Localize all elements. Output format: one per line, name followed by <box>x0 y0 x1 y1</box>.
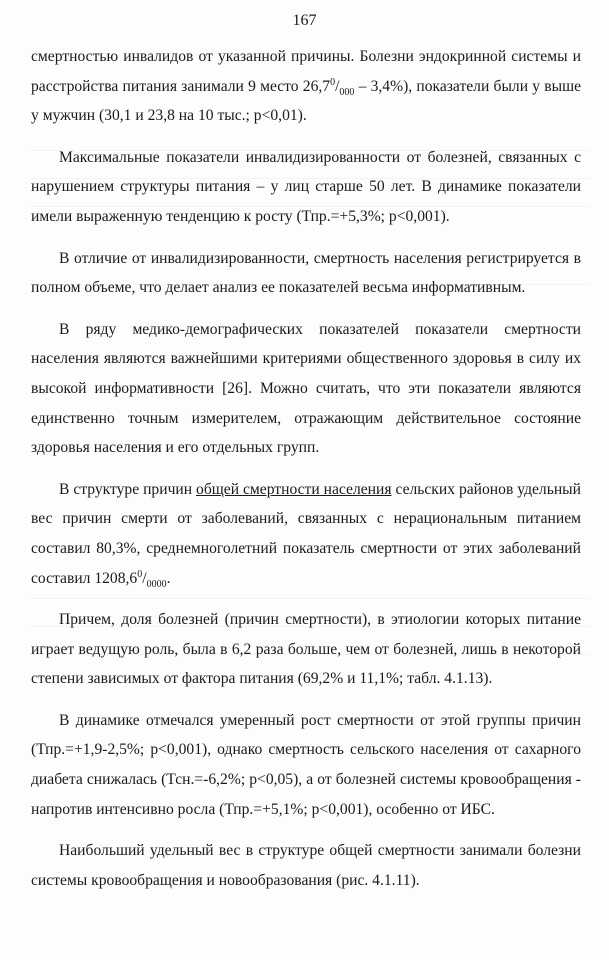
sup-text: 0 <box>330 76 336 88</box>
paragraph <box>31 836 581 895</box>
text-run: Максимальные показатели инвалидизированности от болезней, связанных с нарушением структуры питания – у лиц старше 50 лет. В динамике показатели имели выраженную тенденцию к росту (Тпр.=+5,3%; р<0,001). <box>31 148 581 225</box>
text-run: / <box>335 77 340 95</box>
text-run: – 3,4%), показатели были у выше у мужчин (30,1 и 23,8 на 10 тыс.; р<0,01). <box>31 77 581 125</box>
text-run: Причем, доля болезней (причин смертности), в этиологии которых питание играет ведущую роль, была в 6,2 раза больше, чем от болезней, лишь в некоторой степени зависимых от фактора питания (69,2% и 11,1%; табл. 4.1.13). <box>31 611 581 688</box>
paragraph <box>31 244 581 303</box>
paragraph <box>31 706 581 824</box>
page-number: 167 <box>292 12 317 29</box>
text-run: В структуре причин <box>59 480 197 498</box>
paragraph <box>31 475 581 593</box>
sub-text: 0000 <box>146 578 167 590</box>
paragraph <box>31 42 581 131</box>
page-body <box>31 42 581 907</box>
text-run: сельских районов удельный вес причин смерти от заболеваний, связанных с нерациональным питанием составил 80,3%, среднемноголетний показатель смертности от этих заболеваний составил 1208,6 <box>31 480 581 587</box>
sub-text: 000 <box>339 86 355 98</box>
text-run: Наибольший удельный вес в структуре общей смертности занимали болезни системы кровообращения и новообразования (рис. 4.1.11). <box>31 842 581 889</box>
text-run: В отличие от инвалидизированности, смертность населения регистрируется в полном объеме, что делает анализ ее показателей весьма информативным. <box>31 249 581 297</box>
paragraph <box>31 605 581 694</box>
underlined-text: общей смертности населения <box>196 480 392 498</box>
paragraph <box>31 143 581 232</box>
text-run: В ряду медико-демографических показателей показатели смертности населения являются важнейшими критериями общественного здоровья в силу их высокой информативности [26]. Можно считать, что эти показатели являются единственно точным измерителем, отражающим действительное состояние здоровья населения и его отдельных групп. <box>31 320 581 457</box>
sup-text: 0 <box>137 568 143 580</box>
paragraph <box>31 315 581 463</box>
text-run: / <box>142 569 147 587</box>
text-run: В динамике отмечался умеренный рост смертности от этой группы причин (Тпр.=+1,9-2,5%; р<0,001), однако смертность сельского населения от сахарного диабета снижалась (Тсн.=-6,2%; р<0,05), а от болезней системы кровообращения - напротив интенсивно росла (Тпр.=+5,1%; р<0,001), особенно от ИБС. <box>31 711 581 818</box>
text-run: смертностью инвалидов от указанной причины. Болезни эндокринной системы и расстройства питания занимали 9 место 26,7 <box>31 48 581 95</box>
text-run: . <box>166 569 171 587</box>
